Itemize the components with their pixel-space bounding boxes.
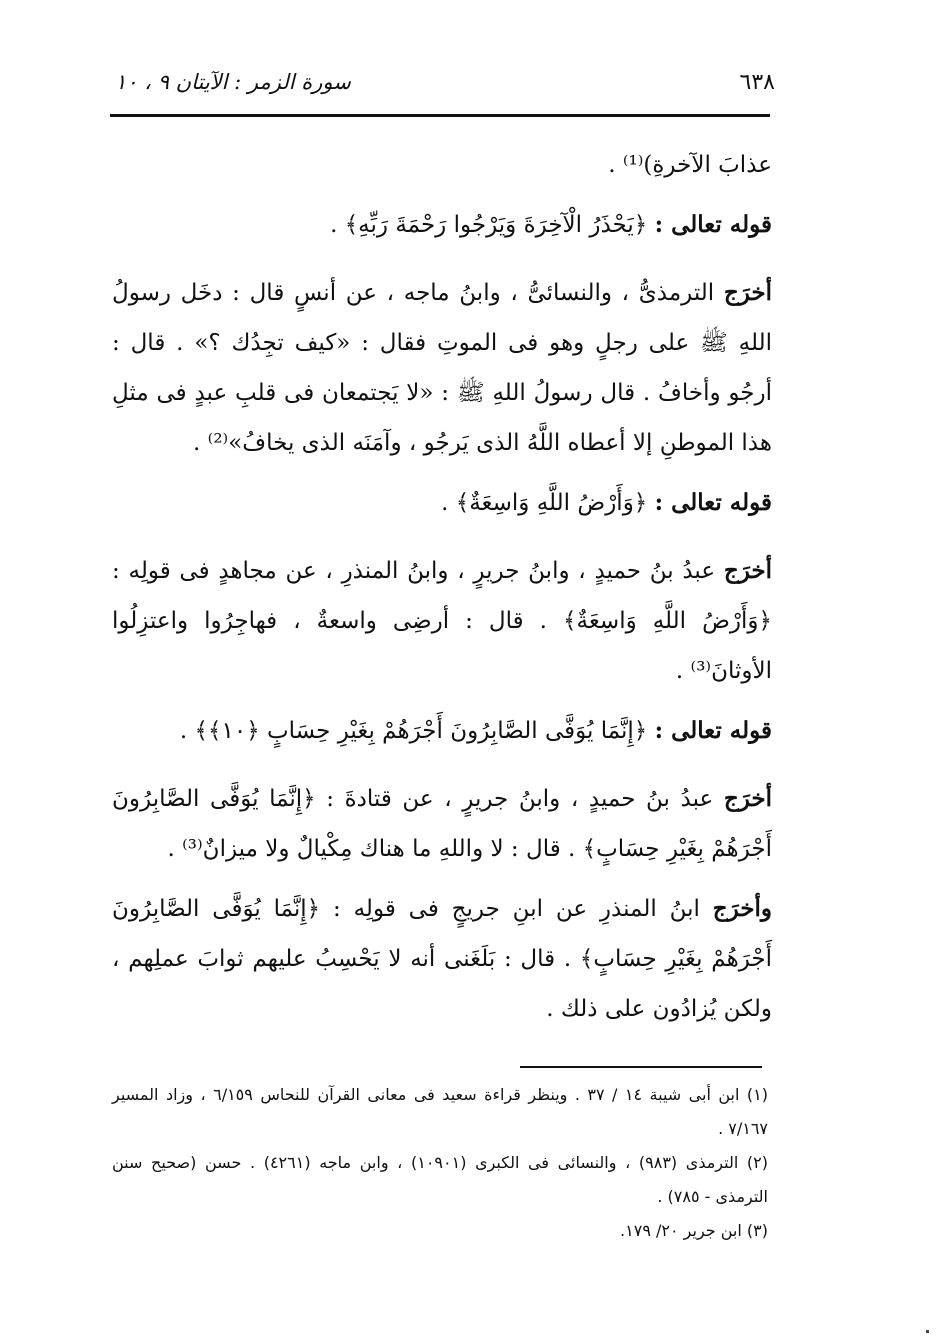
- page-number: ٦٣٨: [739, 69, 775, 95]
- verse-heading-1: [112, 200, 772, 250]
- verse-quote: ﴿يَحْذَرُ الْآخِرَةَ وَيَرْجُوا رَحْمَةَ رَبِّهِ﴾ .: [330, 212, 648, 238]
- main-text: [112, 140, 772, 1044]
- paragraph-lead: أخرَج: [723, 557, 773, 584]
- footnote-3: (٣) ابن جرير ٢٠/ ١٧٩.: [620, 1221, 768, 1240]
- paragraph-text: عبدُ بنُ حميدٍ ، وابنُ جريرٍ ، عن قتادةَ : ﴿إِنَّمَا يُوَفَّى الصَّابِرُونَ أَجْرَهُمْ بِغَيْرِ حِسَابٍ﴾ . قال : لا واللهِ ما هناك مِكْيالٌ ولا ميزانٌ⁽³⁾ .: [112, 786, 772, 862]
- footnote-2: (٢) الترمذى (٩٨٣) ، والنسائى فى الكبرى (١٠٩٠١) ، وابن ماجه (٤٢٦١) . حسن (صحيح سنن الترمذى - ٧٨٥) .: [112, 1153, 768, 1206]
- verse-heading-3: [112, 706, 772, 756]
- paragraph-lead: أخرَج: [723, 785, 773, 812]
- verse-heading-label: قوله تعالى :: [654, 489, 772, 516]
- paragraph-lead: أخرَج: [723, 279, 772, 306]
- paragraph-5: [112, 884, 772, 1034]
- paragraph-text: ابنُ المنذرِ عن ابنِ جريجٍ فى قولِه : ﴿إِنَّمَا يُوَفَّى الصَّابِرُونَ أَجْرَهُمْ بِغَيْرِ حِسَابٍ﴾ . قال : بَلَغَنى أنه لا يَحْسِبُ عليهم ثوابَ عملِهم ، ولكن يُزادُون على ذلك .: [112, 896, 772, 1022]
- header-rule: [110, 114, 770, 117]
- verse-heading-label: قوله تعالى :: [654, 211, 772, 238]
- verse-quote: ﴿إِنَّمَا يُوَفَّى الصَّابِرُونَ أَجْرَهُمْ بِغَيْرِ حِسَابٍ ﴿١٠﴾﴾ .: [179, 718, 648, 744]
- footnotes: [112, 1078, 768, 1248]
- running-head: [115, 62, 775, 102]
- footnote-1: (١) ابن أبى شيبة ١٤ / ٣٧ . وينظر قراءة سعيد فى معانى القرآن للنحاس ٦/١٥٩ ، وزاد المسير ٧/١٦٧ .: [112, 1085, 768, 1138]
- paragraph-3: [112, 546, 772, 696]
- paragraph-text: عبدُ بنُ حميدٍ ، وابنُ جريرٍ ، وابنُ المنذرِ ، عن مجاهدٍ فى قولِه : ﴿وَأَرْضُ اللَّهِ وَاسِعَةٌ﴾ . قال : أرضِى واسعةٌ ، فهاجِرُوا واعتزِلُوا الأوثانَ⁽³⁾ .: [112, 558, 772, 684]
- verse-quote: ﴿وَأَرْضُ اللَّهِ وَاسِعَةٌ﴾ .: [441, 490, 648, 516]
- paragraph-text: الترمذىُّ ، والنسائىُّ ، وابنُ ماجه ، عن أنسٍ قال : دخَل رسولُ اللهِ ﷺ على رجلٍ وهو فى الموتِ فقال : «كيف تجِدُك ؟» . قال : أرجُو وأخافُ . قال رسولُ اللهِ ﷺ : «لا يَجتمعان فى قلبِ عبدٍ فى مثلِ هذا الموطنِ إلا أعطاه اللَّهُ الذى يَرجُو ، وآمَنَه الذى يخافُ»⁽²⁾ .: [112, 280, 772, 456]
- verse-heading-2: [112, 478, 772, 528]
- paragraph-lead: وأخرَج: [712, 895, 772, 922]
- running-title: سورة الزمر : الآيتان ٩ ، ١٠: [115, 70, 351, 94]
- paragraph-2: [112, 268, 772, 468]
- scan-speck: [926, 1330, 929, 1333]
- paragraph-1: عذابَ الآخرةِ)⁽¹⁾ .: [608, 152, 772, 178]
- verse-heading-label: قوله تعالى :: [654, 717, 772, 744]
- footnote-separator: [520, 1066, 762, 1068]
- paragraph-4: [112, 774, 772, 874]
